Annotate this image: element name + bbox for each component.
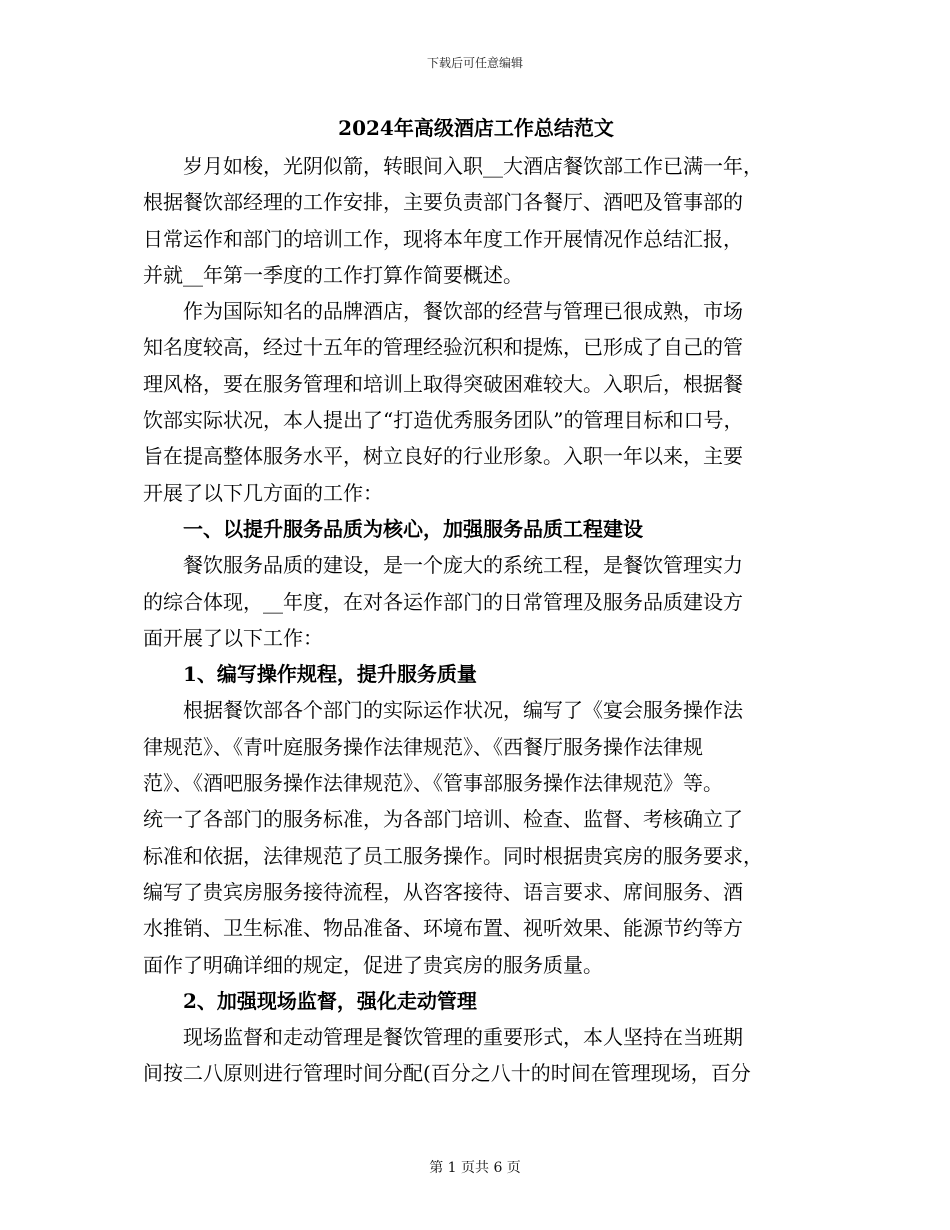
- paragraph-line: 律规范》、《青叶庭服务操作法律规范》、《西餐厅服务操作法律规: [143, 734, 703, 759]
- document-body: [143, 108, 809, 1092]
- paragraph-line: 岁月如梭，光阴似箭，转眼间入职__大酒店餐饮部工作已满一年，: [183, 154, 763, 178]
- section-heading: 2、加强现场监督，强化走动管理: [183, 988, 477, 1013]
- paragraph-line: 旨在提高整体服务水平，树立良好的行业形象。入职一年以来，主要: [143, 444, 743, 469]
- paragraph-line: 现场监督和走动管理是餐饮管理的重要形式，本人坚持在当班期: [183, 1025, 743, 1050]
- paragraph-line: 水推销、卫生标准、物品准备、环境布置、视听效果、能源节约等方: [143, 916, 743, 941]
- paragraph-line: 面作了明确详细的规定，促进了贵宾房的服务质量。: [143, 952, 603, 977]
- page-header: 下载后可任意编辑: [426, 56, 523, 70]
- paragraph-line: 作为国际知名的品牌酒店，餐饮部的经营与管理已很成熟，市场: [183, 299, 743, 324]
- paragraph-line: 根据餐饮部经理的工作安排，主要负责部门各餐厅、酒吧及管事部的: [143, 190, 743, 215]
- paragraph-line: 开展了以下几方面的工作：: [143, 480, 383, 505]
- section-heading: 1、编写操作规程，提升服务质量: [183, 662, 477, 687]
- paragraph-line: 理风格，要在服务管理和培训上取得突破困难较大。入职后，根据餐: [143, 371, 743, 396]
- paragraph-line: 日常运作和部门的培训工作，现将本年度工作开展情况作总结汇报，: [143, 226, 743, 251]
- paragraph-line: 根据餐饮部各个部门的实际运作状况，编写了《宴会服务操作法: [183, 698, 743, 723]
- paragraph-line: 标准和依据，法律规范了员工服务操作。同时根据贵宾房的服务要求，: [143, 843, 763, 868]
- paragraph-line: 知名度较高，经过十五年的管理经验沉积和提炼，已形成了自己的管: [143, 335, 743, 360]
- section-heading: 一、以提升服务品质为核心，加强服务品质工程建设: [183, 516, 643, 541]
- paragraph-line: 间按二八原则进行管理时间分配(百分之八十的时间在管理现场，百分: [143, 1061, 751, 1086]
- paragraph-line: 统一了各部门的服务标准，为各部门培训、检查、监督、考核确立了: [143, 807, 743, 832]
- paragraph-line: 饮部实际状况，本人提出了“打造优秀服务团队”的管理目标和口号，: [143, 408, 744, 433]
- document-title: 2024年高级酒店工作总结范文: [338, 116, 614, 140]
- paragraph-line: 的综合体现，__年度，在对各运作部门的日常管理及服务品质建设方: [143, 589, 743, 614]
- paragraph-line: 编写了贵宾房服务接待流程，从咨客接待、语言要求、席间服务、酒: [143, 879, 743, 904]
- paragraph-line: 并就__年第一季度的工作打算作简要概述。: [143, 262, 523, 287]
- page-footer: 第 1 页共 6 页: [429, 1160, 521, 1176]
- document-content: [143, 148, 809, 1092]
- paragraph-line: 餐饮服务品质的建设，是一个庞大的系统工程，是餐饮管理实力: [183, 553, 743, 578]
- paragraph-line: 面开展了以下工作：: [143, 625, 323, 650]
- paragraph-line: 范》、《酒吧服务操作法律规范》、《管事部服务操作法律规范》等。: [143, 771, 723, 796]
